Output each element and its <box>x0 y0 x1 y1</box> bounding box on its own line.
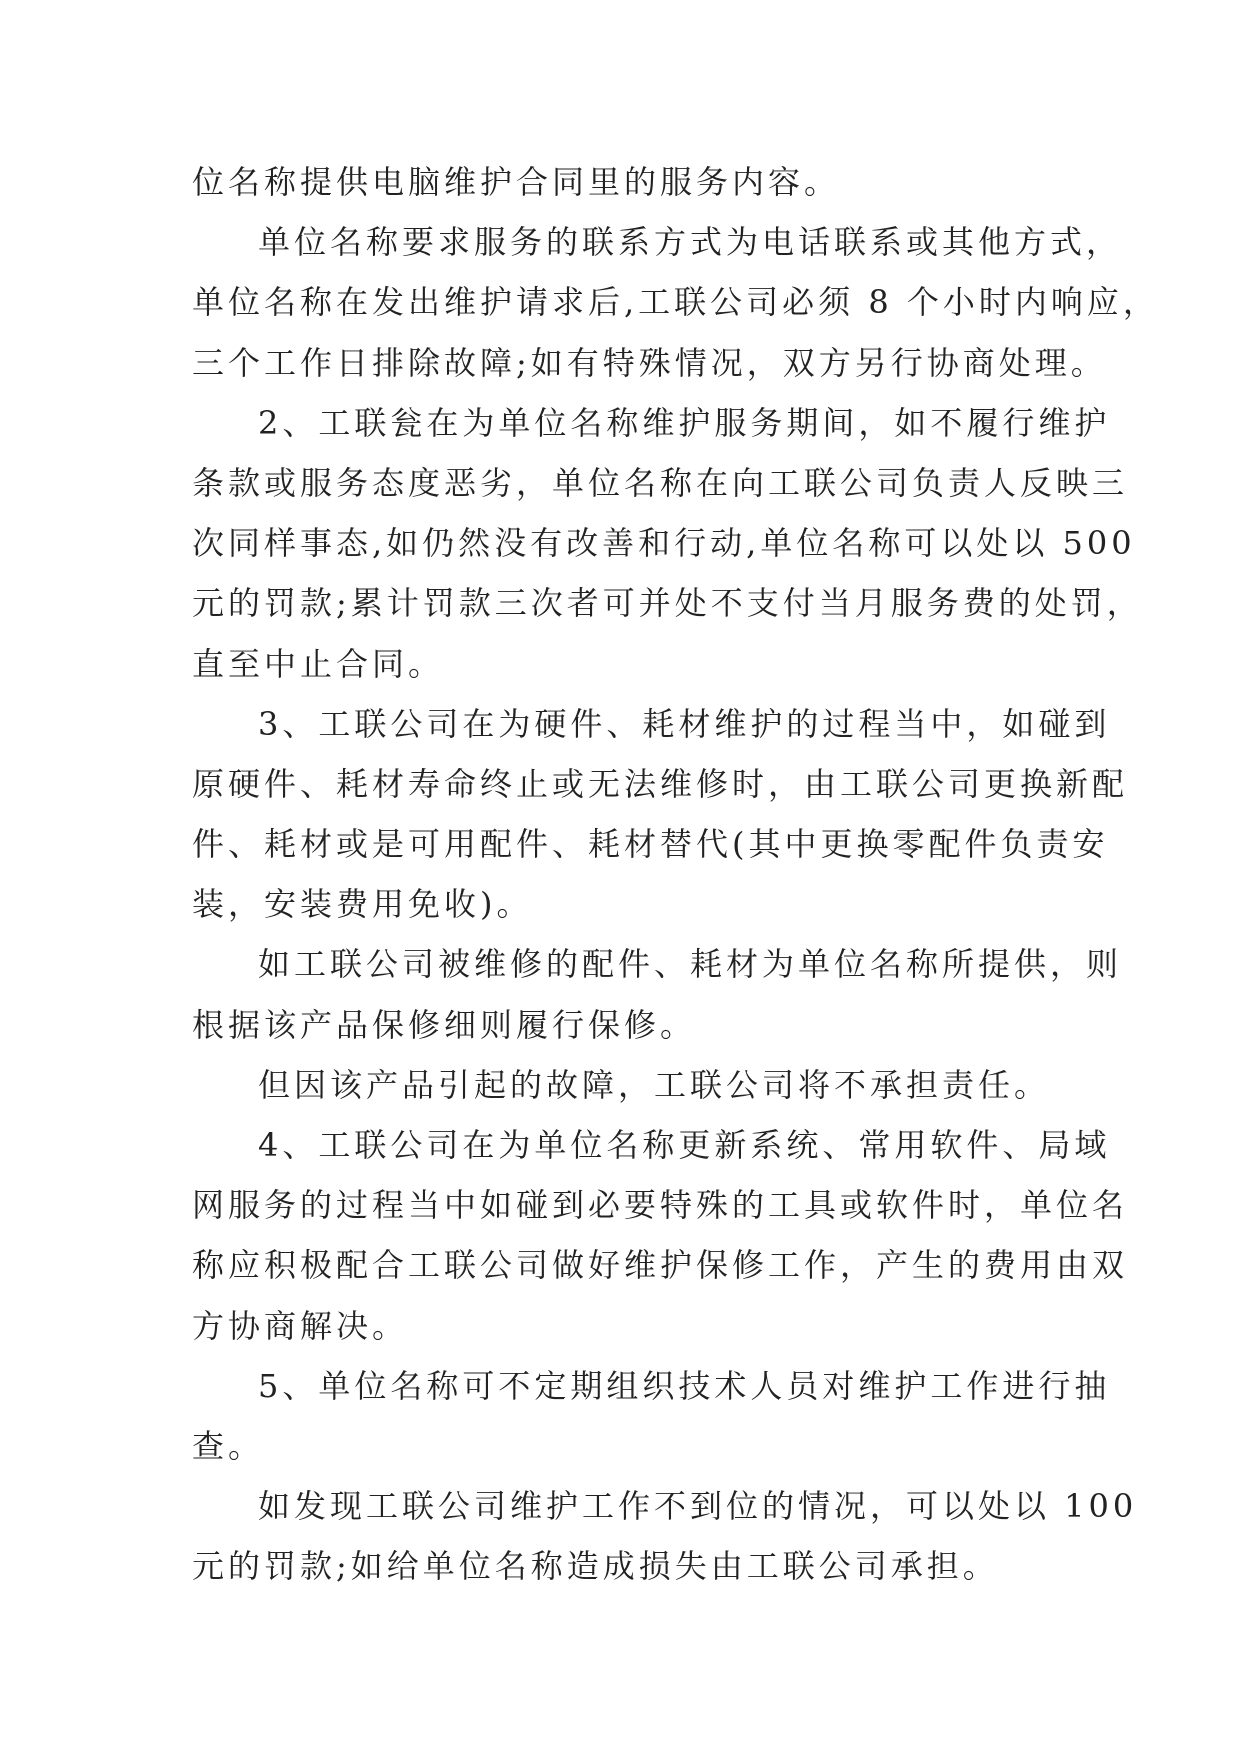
text-line: 如发现工联公司维护工作不到位的情况，可以处以 100 <box>258 1487 1138 1526</box>
text-line: 如工联公司被维修的配件、耗材为单位名称所提供，则 <box>258 945 1123 984</box>
text-line: 单位名称在发出维护请求后,工联公司必须 8 个小时内响应， <box>192 283 1159 322</box>
text-line: 次同样事态,如仍然没有改善和行动,单位名称可以处以 500 <box>192 524 1136 563</box>
text-line: 2、工联瓮在为单位名称维护服务期间，如不履行维护 <box>258 403 1111 442</box>
text-line: 但因该产品引起的故障，工联公司将不承担责任。 <box>258 1065 1051 1104</box>
text-line: 5、单位名称可不定期组织技术人员对维护工作进行抽 <box>258 1366 1111 1405</box>
text-line: 称应积极配合工联公司做好维护保修工作，产生的费用由双 <box>192 1246 1129 1285</box>
text-line: 查。 <box>192 1426 265 1465</box>
text-line: 元的罚款;如给单位名称造成损失由工联公司承担。 <box>192 1547 999 1586</box>
text-line: 三个工作日排除故障;如有特殊情况，双方另行协商处理。 <box>192 343 1107 382</box>
text-line: 3、工联公司在为硬件、耗材维护的过程当中，如碰到 <box>258 704 1111 743</box>
text-line: 直至中止合同。 <box>192 644 445 683</box>
text-line: 4、工联公司在为单位名称更新系统、常用软件、局域 <box>258 1126 1111 1164</box>
text-line: 根据该产品保修细则履行保修。 <box>192 1005 697 1044</box>
document-body <box>192 152 1159 1597</box>
text-line: 单位名称要求服务的联系方式为电话联系或其他方式， <box>258 223 1123 262</box>
text-line: 条款或服务态度恶劣，单位名称在向工联公司负责人反映三 <box>192 463 1129 502</box>
text-line: 网服务的过程当中如碰到必要特殊的工具或软件时，单位名 <box>192 1186 1129 1225</box>
text-line: 方协商解决。 <box>192 1306 409 1345</box>
text-line: 原硬件、耗材寿命终止或无法维修时，由工联公司更换新配 <box>192 764 1129 803</box>
text-line: 位名称提供电脑维护合同里的服务内容。 <box>192 163 841 201</box>
text-line: 件、耗材或是可用配件、耗材替代(其中更换零配件负责安 <box>192 825 1109 864</box>
text-line: 元的罚款;累计罚款三次者可并处不支付当月服务费的处罚， <box>192 584 1143 623</box>
text-line: 装，安装费用免收)。 <box>192 885 533 924</box>
